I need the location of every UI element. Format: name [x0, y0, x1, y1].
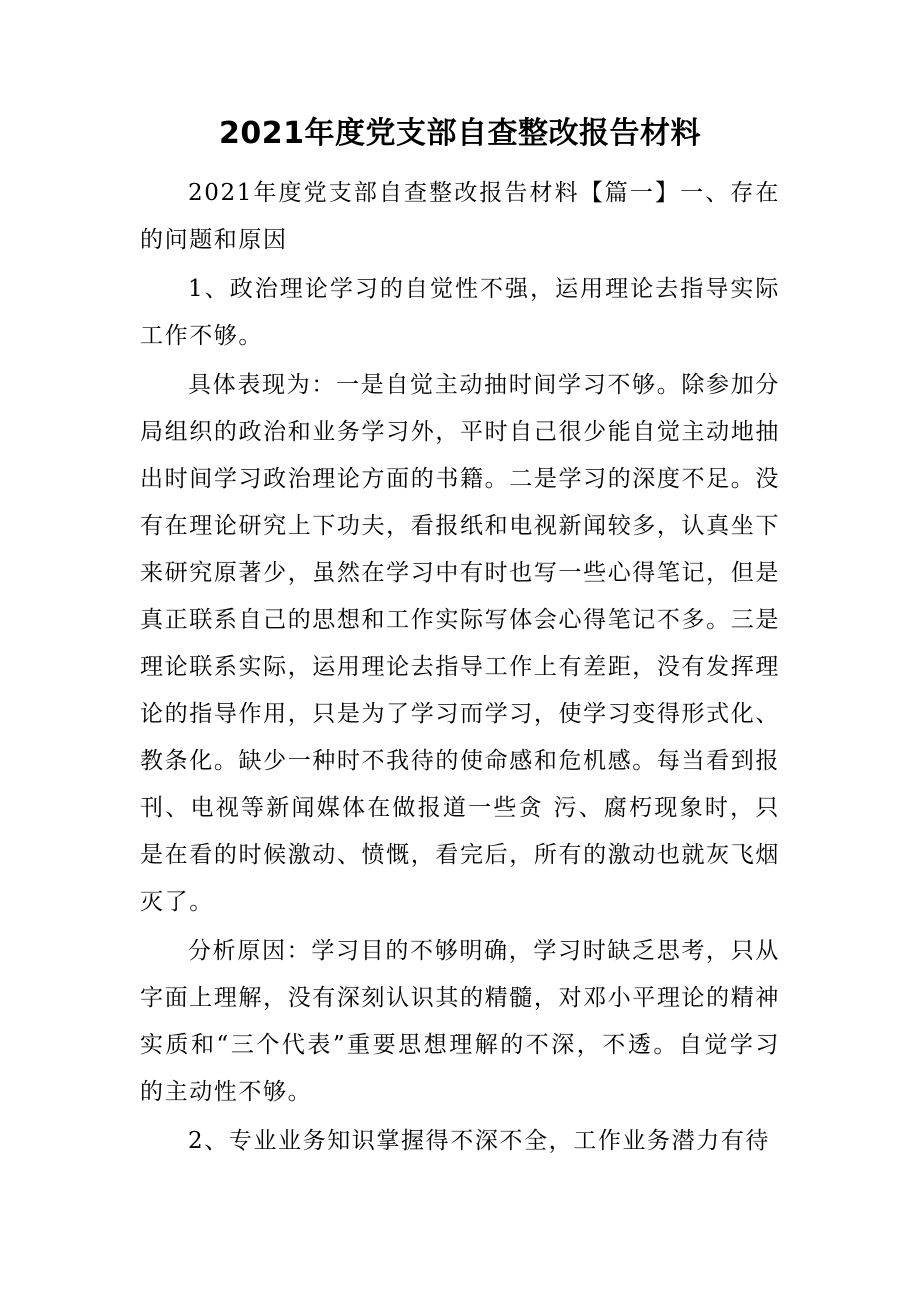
page-title: 2021年度党支部自查整改报告材料 — [219, 116, 701, 151]
paragraph-4: 分析原因：学习目的不够明确，学习时缺乏思考，只从字面上理解，没有深刻认识其的精髓，对邓小平理论的精神实质和“三个代表”重要思想理解的不深，不透。自觉学习的主动性不够。 — [140, 938, 780, 1105]
paragraph-2: 1、政治理论学习的自觉性不强，运用理论去指导实际工作不够。 — [140, 276, 780, 349]
paragraph-5: 2、专业业务知识掌握得不深不全，工作业务潜力有待 — [188, 1128, 771, 1154]
document-body — [140, 170, 780, 1165]
paragraph-1: 2021年度党支部自查整改报告材料【篇一】一、存在的问题和原因 — [140, 180, 780, 253]
paragraph-3: 具体表现为：一是自觉主动抽时间学习不够。除参加分局组织的政治和业务学习外，平时自己很少能自觉主动地抽出时间学习政治理论方面的书籍。二是学习的深度不足。没有在理论研究上下功夫，看报纸和电视新闻较多，认真坐下来研究原著少，虽然在学习中有时也写一些心得笔记，但是真正联系自己的思想和工作实际写体会心得笔记不多。三是理论联系实际，运用理论去指导工作上有差距，没有发挥理论的指导作用，只是为了学习而学习，使学习变得形式化、教条化。缺少一种时不我待的使命感和危机感。每当看到报刊、电视等新闻媒体在做报道一些贪 污、腐朽现象时，只是在看的时候激动、愤慨，看完后，所有的激动也就灰飞烟灭了。 — [140, 372, 780, 915]
